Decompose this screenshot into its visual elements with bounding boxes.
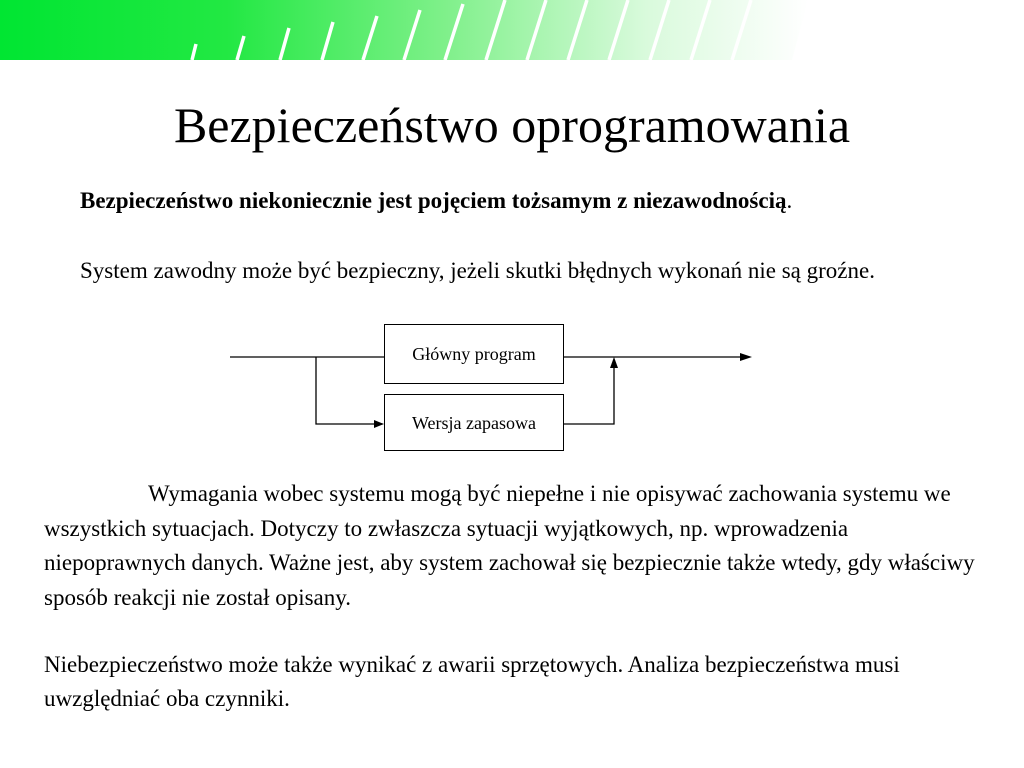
main-program-box: Główny program bbox=[384, 324, 564, 384]
hardware-paragraph: Niebezpieczeństwo może także wynikać z awarii sprzętowych. Analiza bezpieczeństwa musi uwzględniać oba czynniki. bbox=[44, 652, 900, 711]
intro-period: . bbox=[786, 188, 793, 213]
redundancy-diagram bbox=[0, 318, 1024, 458]
backup-version-box: Wersja zapasowa bbox=[384, 394, 564, 451]
intro-bold-text: Bezpieczeństwo niekoniecznie jest pojęciem tożsamym z niezawodnością bbox=[80, 188, 787, 213]
header-banner bbox=[0, 0, 1024, 62]
branch-line bbox=[316, 357, 376, 424]
output-arrowhead bbox=[740, 353, 752, 361]
reliability-note: System zawodny może być bezpieczny, jeżeli skutki błędnych wykonań nie są groźne. bbox=[80, 258, 875, 283]
requirements-paragraph: Wymagania wobec systemu mogą być niepełne i nie opisywać zachowania systemu we wszystkich sytuacjach. Dotyczy to zwłaszcza sytuacji wyjątkowych, np. wprowadzenia niepoprawnych danych. Ważne jest, aby system zachował się bezpiecznie także wtedy, gdy właściwy sposób reakcji nie został opisany. bbox=[44, 481, 975, 610]
intro-statement bbox=[80, 184, 980, 218]
merge-arrowhead bbox=[610, 357, 618, 368]
merge-line bbox=[564, 366, 614, 424]
slide-title: Bezpieczeństwo oprogramowania bbox=[173, 97, 851, 153]
branch-arrowhead bbox=[374, 420, 384, 428]
